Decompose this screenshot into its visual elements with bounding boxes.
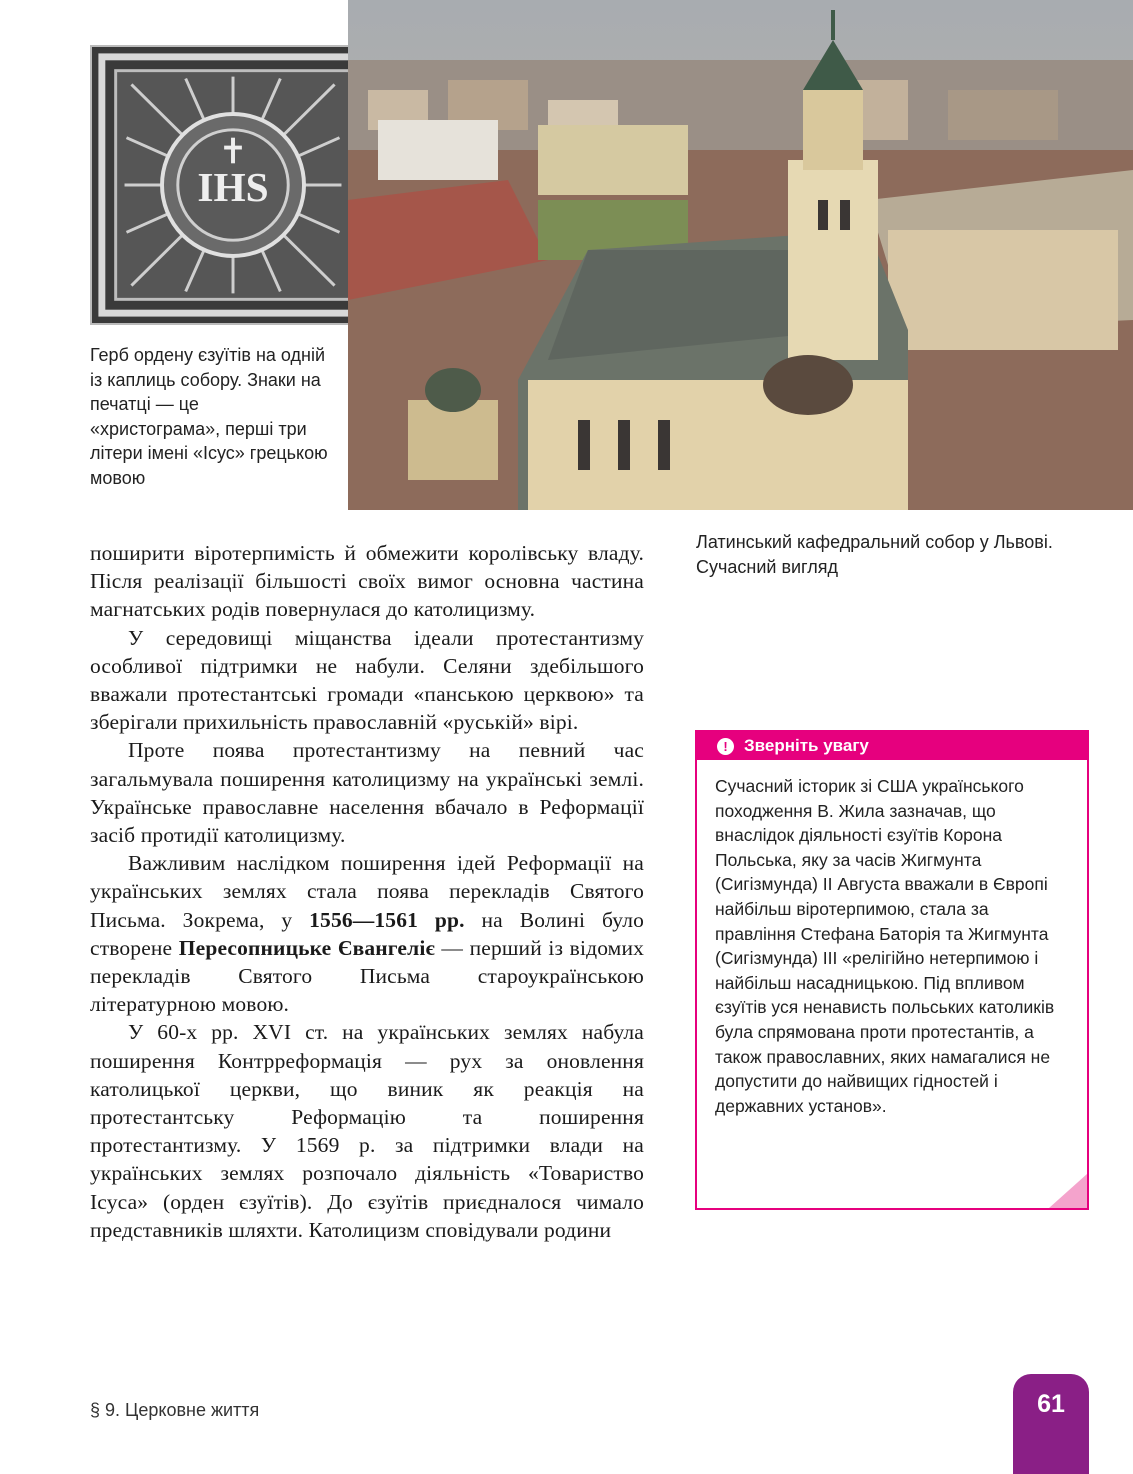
corner-decoration	[1049, 1174, 1087, 1208]
gospel-name: Пересопницьке Євангеліє	[178, 935, 435, 960]
attention-title: Зверніть увагу	[744, 736, 869, 755]
exclamation-icon: !	[717, 738, 734, 755]
page-number: 61	[1013, 1374, 1089, 1474]
paragraph-4	[90, 849, 644, 1018]
ihs-emblem-icon	[92, 47, 375, 323]
photo-caption: Латинський кафедральний собор у Львові. Сучасний вигляд	[696, 532, 1053, 577]
section-footer: § 9. Церковне життя	[90, 1400, 260, 1420]
paragraph-5: У 60-х рр. XVI ст. на українських землях набула поширення Контрреформація — рух за оновлення католицької церкви, що виник як реакція на протестантську Реформацію та поширення протестантизму. У 1569 р. за підтримки влади на українських землях розпочало діяльність «Товариство Ісуса» (орден єзуїтів). До єзуїтів приєдналося чимало представників шляхти. Католицизм сповідували родини	[90, 1020, 644, 1242]
date-range: 1556—1561 рр.	[309, 907, 465, 932]
main-text	[90, 539, 644, 1244]
ihs-text: IHS	[197, 163, 269, 210]
attention-header	[697, 732, 1087, 760]
paragraph-3: Проте поява протестантизму на певний час загальмувала поширення католицизму на українські землі. Українське православне населення вбачало в Реформації засіб протидії католицизму.	[90, 738, 644, 848]
cathedral-photo	[348, 0, 1133, 510]
paragraph-1: поширити віротерпимість й обмежити королівську владу. Після реалізації більшості своїх вимог основна частина магнатських родів повернулася до католицизму.	[90, 541, 644, 622]
ihs-emblem-image	[90, 45, 377, 325]
attention-box	[695, 730, 1089, 1210]
cathedral-illustration	[348, 0, 1133, 510]
paragraph-2: У середовищі міщанства ідеали протестантизму особливої підтримки не набули. Селяни здебільшого вважали протестантські громади «панською церквою» та зберігали прихильність православній «руській» вірі.	[90, 625, 644, 735]
attention-body: Сучасний історик зі США українського походження В. Жила зазначав, що внаслідок діяльності єзуїтів Корона Польська, яку за часів Жигмунта (Сигізмунда) ІІ Августа вважали в Європі найбільш віротерпимою, стала за правління Стефана Баторія та Жигмунта (Сигізмунда) ІІІ «релігійно нетерпимою і найбільш насадницькою. Під впливом єзуїтів уся ненависть польських католиків була спрямована проти протестантів, а також православних, яких намагалися не допустити до найвищих гідностей і державних установ».	[715, 776, 1055, 1116]
emblem-caption: Герб ордену єзуїтів на одній із каплиць собору. Знаки на печатці — це «христограма», перші три літери імені «Ісус» грецькою мовою	[90, 345, 328, 488]
paragraph-4-part-a: Важливим наслідком поширення ідей Реформації на українських землях стала поява перекладів Святого Письма. Зокрема, у	[90, 851, 644, 932]
paragraph-4-part-c: — перший із відомих перекладів Святого Письма староукраїнською літературною мовою.	[90, 935, 644, 1017]
paragraph-4-part-b: на Волині було створене	[90, 907, 644, 960]
